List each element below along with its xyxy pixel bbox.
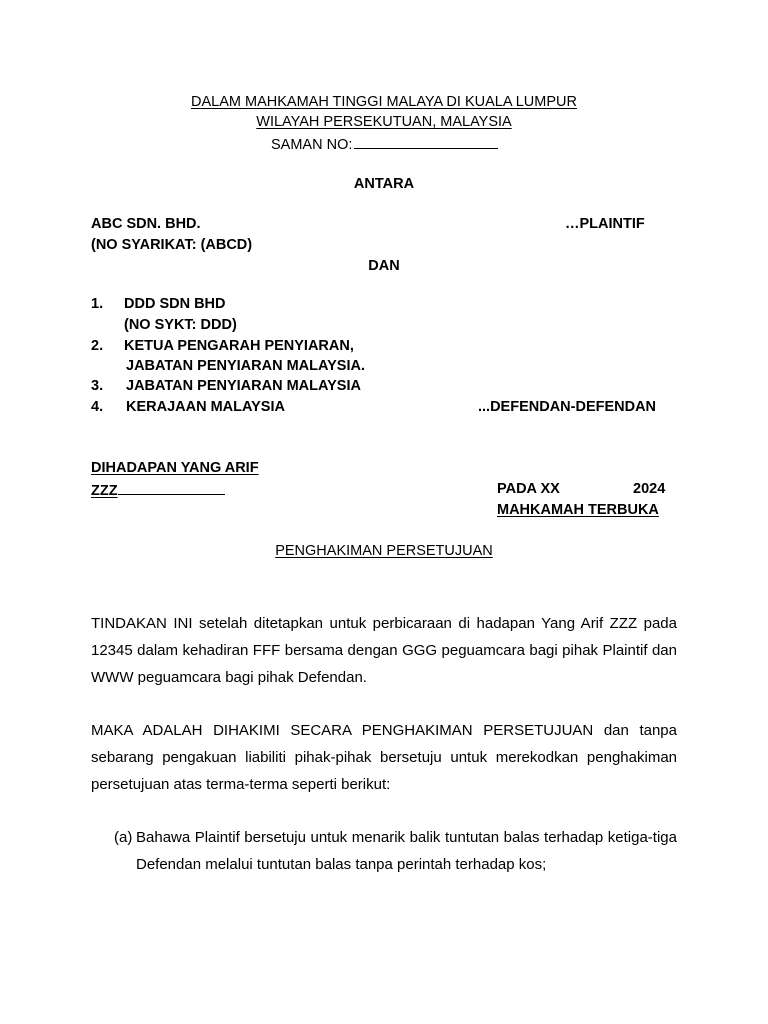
judge-name-line [91,480,225,500]
defendant-2-department: JABATAN PENYIARAN MALAYSIA. [126,358,366,374]
defendant-3-number: 3. [91,378,104,394]
court-title-line1: DALAM MAHKAMAH TINGGI MALAYA DI KUALA LUMPUR [191,94,577,110]
defendant-4-name: KERAJAAN MALAYSIA [126,399,285,415]
court-title-line2: WILAYAH PERSEKUTUAN, MALAYSIA [256,114,512,130]
defendant-2-number: 2. [91,338,104,354]
antara-label: ANTARA [353,176,415,192]
paragraph-1: TINDAKAN INI setelah ditetapkan untuk perbicaraan di hadapan Yang Arif ZZZ pada 12345 dalam kehadiran FFF bersama dengan GGG peguamcara bagi pihak Plaintif dan WWW peguamcara bagi pihak Defendan. [91,615,677,686]
plaintiff-name: ABC SDN. BHD. [91,216,201,232]
judge-name-blank [118,480,225,495]
defendant-4-number: 4. [91,399,104,415]
defendant-1-name: DDD SDN BHD [124,296,226,312]
defendant-1-registration: (NO SYKT: DDD) [124,317,237,333]
court-type: MAHKAMAH TERBUKA [497,502,659,518]
case-number-label: SAMAN NO: [271,137,353,153]
date-label: PADA XX [497,481,560,497]
case-number [271,134,498,154]
item-a-label: (a) [114,829,133,846]
case-number-blank [354,134,498,149]
defendant-1-number: 1. [91,296,104,312]
defendant-3-name: JABATAN PENYIARAN MALAYSIA [126,378,361,394]
item-a-text: Bahawa Plaintif bersetuju untuk menarik balik tuntutan balas terhadap ketiga-tiga Defendan melalui tuntutan balas tanpa perintah terhadap kos; [136,829,677,873]
plaintiff-role: …PLAINTIF [565,216,645,232]
paragraph-2: MAKA ADALAH DIHAKIMI SECARA PENGHAKIMAN PERSETUJUAN dan tanpa sebarang pengakuan liabiliti pihak-pihak bersetuju untuk merekodkan penghakiman persetujuan atas terma-terma seperti berikut: [91,722,677,793]
dan-label: DAN [368,258,400,274]
defendant-role: ...DEFENDAN-DEFENDAN [478,399,657,415]
defendant-2-name: KETUA PENGARAH PENYIARAN, [124,338,354,354]
judgment-title: PENGHAKIMAN PERSETUJUAN [275,543,493,559]
before-judge-label: DIHADAPAN YANG ARIF [91,460,259,476]
date-year: 2024 [633,481,666,497]
judge-name: ZZZ [91,483,118,499]
plaintiff-registration: (NO SYARIKAT: (ABCD) [91,237,253,253]
